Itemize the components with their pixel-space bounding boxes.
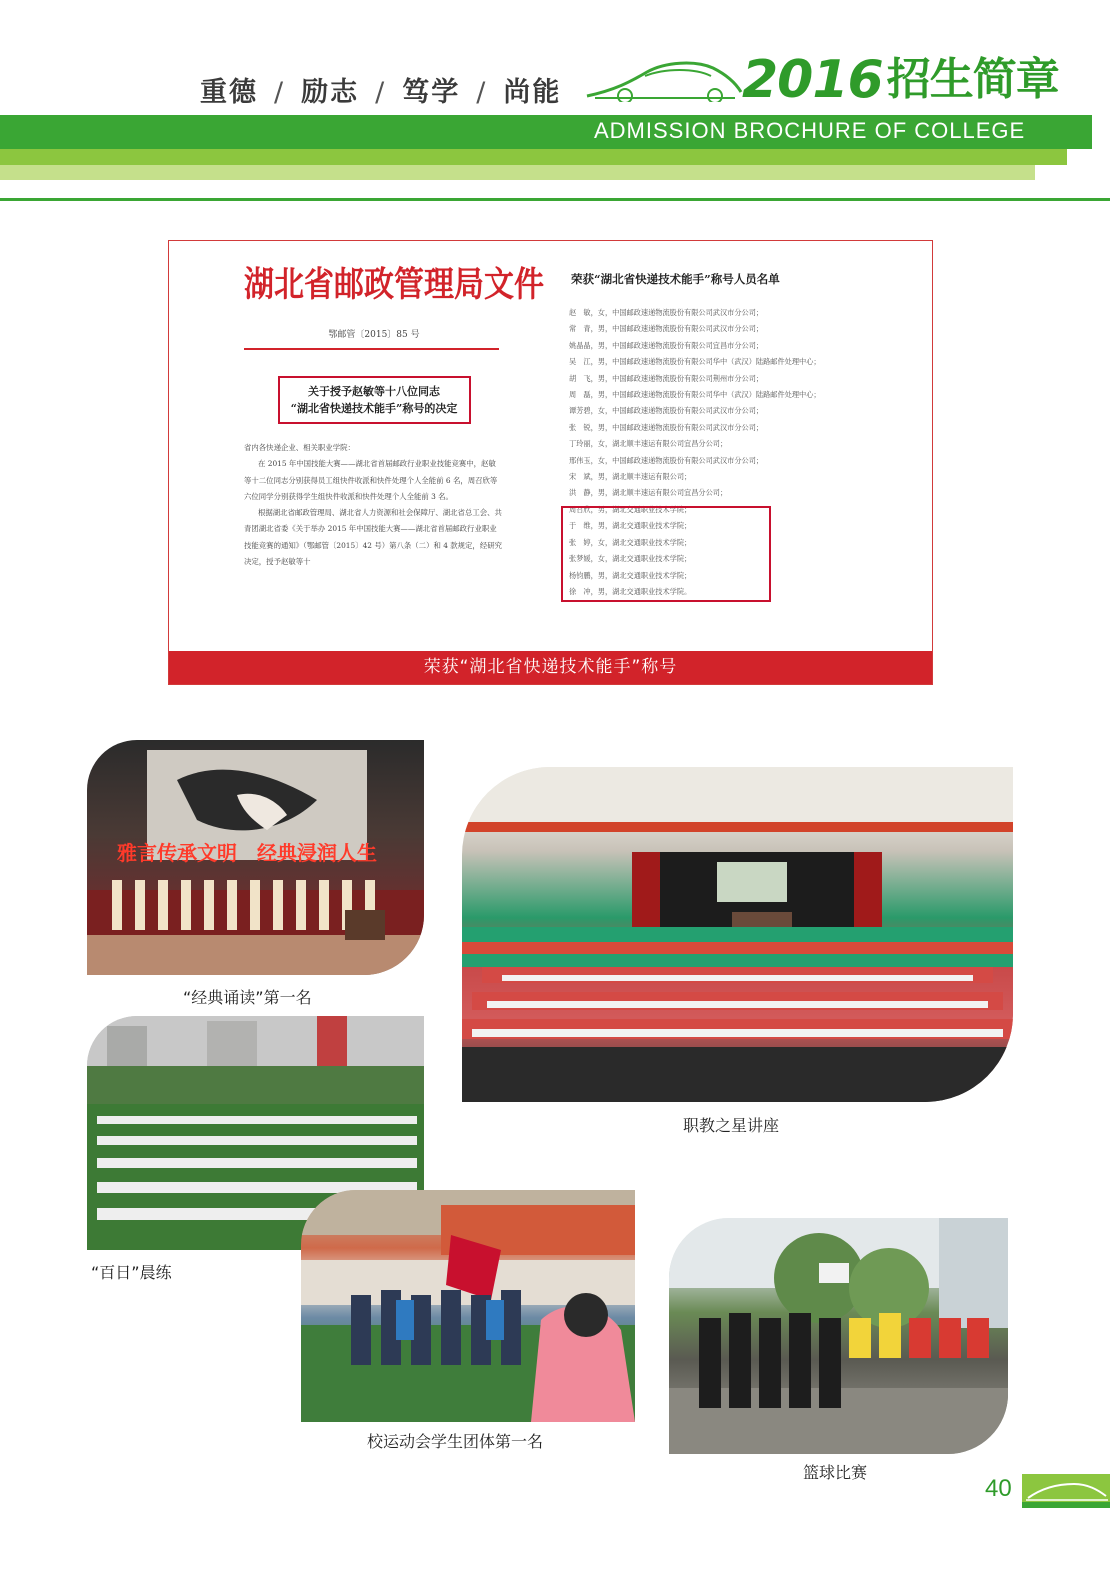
- motto-separator: /: [375, 77, 387, 108]
- motto-word: 笃学: [402, 77, 461, 108]
- motto-word: 重德: [200, 77, 258, 108]
- list-item: 胡 飞，男，中国邮政速递物流股份有限公司荆州市分公司；: [569, 373, 764, 383]
- photo-caption: 校运动会学生团体第一名: [367, 1432, 544, 1451]
- motto: [200, 70, 561, 109]
- body-paragraph: 省内各快递企业、相关职业学院：: [244, 443, 355, 452]
- brochure-title-cn: 招生简章: [886, 54, 1059, 105]
- photo-caption: 篮球比赛: [803, 1463, 868, 1482]
- basketball-team-image: [669, 1218, 1008, 1454]
- list-item: 张 锐，男，中国邮政速递物流股份有限公司武汉市分公司；: [569, 422, 764, 432]
- list-item: 张 婷，女，湖北交通职业技术学院；: [569, 537, 692, 547]
- header-band-sub: [0, 149, 1067, 165]
- document-heading: 湖北省邮政管理局文件: [244, 264, 544, 306]
- header-band-light: [0, 165, 1035, 180]
- document-caption: 荣获“湖北省快递技术能手”称号: [169, 651, 932, 684]
- list-item: 张梦媛，女，湖北交通职业技术学院；: [569, 554, 692, 564]
- body-paragraph: 在 2015 年中国技能大赛——湖北省首届邮政行业职业技能竞赛中，赵敏等十二位同志分别获得员工组快件收派和快件处理个人全能前 6 名，周召欣等六位同学分别获得学生组快件收派和快件处理个人全能前 3 名。: [244, 459, 498, 501]
- list-item: 徐 冲，男，湖北交通职业技术学院。: [569, 586, 692, 596]
- list-item: 丁玲丽，女，湖北顺丰速运有限公司宜昌分公司；: [569, 439, 728, 449]
- stage-performance-image: [87, 740, 424, 975]
- lecture-hall-image: [462, 767, 1013, 1102]
- list-item: 周召欣，男，湖北交通职业技术学院；: [569, 504, 692, 514]
- header-band-end: [1067, 115, 1092, 149]
- list-item: 洪 静，男，湖北顺丰速运有限公司宜昌分公司；: [569, 488, 728, 498]
- list-item: 姚晶晶，男，中国邮政速递物流股份有限公司宜昌市分公司；: [569, 340, 764, 350]
- document-body: [244, 440, 502, 570]
- photo-caption: “经典诵读”第一名: [183, 988, 312, 1007]
- list-item: 杨钧鹏，男，湖北交通职业技术学院；: [569, 570, 692, 580]
- body-paragraph: 根据湖北省邮政管理局、湖北省人力资源和社会保障厅、湖北省总工会、共青团湖北省委《关于举办 2015 年中国技能大赛——湖北省首届邮政行业职业技能竞赛的通知》（鄂邮管〔2015〕42 号）第八条（二）和 4 款规定，经研究决定，授予赵敏等十: [244, 508, 502, 567]
- list-item: 吴 江，男，中国邮政速递物流股份有限公司华中（武汉）陆路邮件处理中心；: [569, 357, 821, 367]
- page-number: 40: [985, 1475, 1012, 1502]
- document-number: 鄂邮管〔2015〕85 号: [328, 330, 420, 340]
- stage-banner: 雅言传承文明 经典浸润人生: [117, 841, 377, 865]
- motto-separator: /: [274, 77, 286, 108]
- motto-word: 励志: [301, 77, 360, 108]
- photo-lecture: [462, 767, 1013, 1102]
- list-item: 常 青，男，中国邮政速递物流股份有限公司武汉市分公司；: [569, 324, 764, 334]
- motto-separator: /: [476, 77, 488, 108]
- photo-caption: 职教之星讲座: [683, 1116, 780, 1135]
- list-item: 于 维，男，湖北交通职业技术学院；: [569, 521, 692, 531]
- motto-word: 尚能: [503, 77, 562, 108]
- header-divider: [0, 198, 1110, 201]
- honor-list-title: 荣获“湖北省快递技术能手”称号人员名单: [571, 272, 780, 286]
- photo-classic-reading: [87, 740, 424, 975]
- document-rule: [244, 348, 499, 350]
- honor-list: [569, 271, 854, 600]
- page-header: [0, 0, 1110, 205]
- list-item: 谭芳碧，女，中国邮政速递物流股份有限公司武汉市分公司；: [569, 406, 764, 416]
- list-item: 宋 斌，男，湖北顺丰速运有限公司；: [569, 472, 692, 482]
- decision-line: 关于授予赵敏等十八位同志: [308, 385, 440, 398]
- decision-line: “湖北省快递技术能手”称号的决定: [290, 402, 458, 415]
- official-document: [244, 259, 544, 570]
- list-item: 周 磊，男，中国邮政速递物流股份有限公司华中（武汉）陆路邮件处理中心；: [569, 390, 821, 400]
- award-document: [168, 240, 933, 685]
- brochure-title-en: ADMISSION BROCHURE OF COLLEGE: [594, 118, 1026, 143]
- sports-meet-team-image: [301, 1190, 635, 1422]
- photo-basketball: [669, 1218, 1008, 1454]
- car-logo-icon: [585, 52, 745, 102]
- brochure-title: [742, 46, 1059, 110]
- list-item: 邢伟玉，女，中国邮政速递物流股份有限公司武汉市分公司；: [569, 455, 764, 465]
- photo-sports-meet: [301, 1190, 635, 1422]
- decision-title: [278, 376, 471, 424]
- highlight-box: [561, 506, 771, 602]
- brochure-year: 2016: [742, 50, 883, 110]
- list-item: 赵 敏，女，中国邮政速递物流股份有限公司武汉市分公司；: [569, 308, 764, 317]
- car-corner-icon: [1022, 1474, 1110, 1508]
- photo-caption: “百日”晨练: [91, 1263, 172, 1282]
